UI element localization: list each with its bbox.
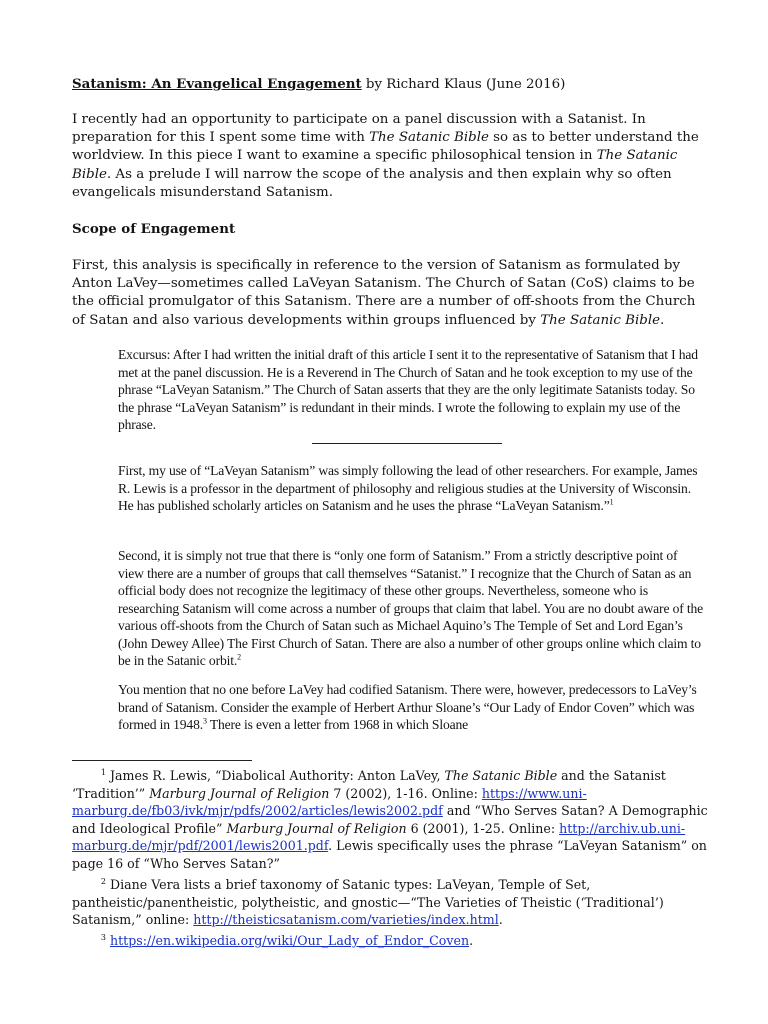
excursus-divider — [312, 443, 502, 444]
footnote-1-italic-1: The Satanic Bible — [444, 768, 558, 783]
scope-text-2: . — [660, 312, 665, 328]
footnote-1-link-2[interactable]: http://archiv.ub.uni-marburg.de/mjr/pdf/2001/lewis2001.pdf — [72, 820, 686, 854]
excursus-paragraph-3 — [118, 681, 704, 734]
excursus-text-2: Second, it is simply not true that there is “only one form of Satanism.” From a strictly descriptive point of view there are a number of groups that call themselves “Satanist.” I recognize that the Church of Satan as an official body does not recognize the legitimacy of these other groups. Nevertheless, someone who is researching Satanism will come across a number of groups that claim that label. You are no doubt aware of the various off-shoots from the Church of Satan such as Michael Aquino’s The Temple of Set and Lord Egan’s (John Dewey Allee) The First Church of Satan. There are also a number of other groups online which claim to be in the Satanic orbit. — [118, 548, 704, 668]
footnote-1-text-1: James R. Lewis, “Diabolical Authority: Anton LaVey, — [110, 768, 445, 783]
footnote-1-text-4: and “Who Serves Satan? A Demographic and Ideological Profile” — [72, 803, 708, 836]
footnote-1-text-2: and the Satanist ‘Tradition’” — [72, 768, 666, 801]
intro-book-title-1: The Satanic Bible — [369, 130, 489, 146]
intro-text-1: I recently had an opportunity to participate on a panel discussion with a Satanist. In preparation for this I spent some time with — [72, 112, 646, 146]
document-title — [72, 75, 700, 94]
footnote-3-text: . — [469, 933, 474, 948]
excursus-paragraph-1 — [118, 462, 704, 515]
excursus-text-3b: There is even a letter from 1968 in which Sloane — [206, 717, 469, 732]
title-main: Satanism: An Evangelical Engagement — [72, 76, 362, 92]
footnote-1-text-3: 7 (2002), 1-16. Online: — [329, 785, 482, 801]
footnote-ref-3: 3 — [202, 716, 207, 726]
footnote-1-text-5: 6 (2001), 1-25. Online: — [406, 820, 560, 836]
title-byline: by Richard Klaus (June 2016) — [361, 77, 566, 92]
footnote-2-link[interactable]: http://theisticsatanism.com/varieties/index.html — [193, 912, 499, 928]
excursus-paragraph-2 — [118, 547, 704, 670]
footnote-1-text-6: . Lewis specifically uses the phrase “LaVeyan Satanism” on page 16 of “Who Serves Satan?” — [72, 838, 707, 871]
footnote-2: $^2$ Diane Vera lists a brief taxonomy of Satanic types: LaVeyan, Temple of Set, pantheistic/panentheistic, polytheistic, and gnostic—“The Varieties of Theistic (‘Traditional’) Satanism,” online: http://theisticsatanism.com/varieties/index.html. — [72, 876, 664, 928]
footnote-separator — [72, 760, 252, 761]
footnote-1-italic-2: Marburg Journal of Religion — [149, 785, 330, 801]
footnote-3-link[interactable]: https://en.wikipedia.org/wiki/Our_Lady_of_Endor_Coven — [110, 933, 470, 948]
excursus-intro: Excursus: After I had written the initial draft of this article I sent it to the representative of Satanism that I had met at the panel discussion. He is a Reverend in The Church of Satan and he took exception to my use of the phrase “LaVeyan Satanism.” The Church of Satan asserts that they are the only legitimate Satanists today. So the phrase “LaVeyan Satanism” is redundant in their minds. I wrote the following to explain my use of the phrase. — [118, 347, 698, 432]
footnote-2-text-1: Diane Vera lists a brief taxonomy of Satanic types: LaVeyan, Temple of Set, pantheistic/panentheistic, polytheistic, and gnostic—“The Varieties of Theistic (‘Traditional’) Satanism,” online: — [72, 877, 664, 928]
excursus-text-3a: You mention that no one before LaVey had codified Satanism. There were, however, predecessors to LaVey’s brand of Satanism. Consider the example of Herbert Arthur Sloane’s “Our Lady of Endor Coven” which was formed in 1948. — [118, 682, 697, 732]
footnote-ref-1: 1 — [609, 497, 614, 507]
footnote-ref-2: 2 — [237, 652, 241, 662]
footnote-1: $^1$ James R. Lewis, “Diabolical Authority: Anton LaVey, The Satanic Bible and the Satanist ‘Tradition’” Marburg Journal of Religion 7 (2002), 1-16. Online: https://www.uni-marburg.de/fb03/ivk/mjr/pdfs/2002/articles/lewis2002.pdf and “Who Serves Satan? A Demographic and Ideological Profile” Marburg Journal of Religion 6 (2001), 1-25. Online: http://archiv.ub.uni-marburg.de/mjr/pdf/2001/lewis2001.pdf. Lewis specifically uses the phrase “LaVeyan Satanism” on page 16 of “Who Serves Satan?” — [72, 767, 708, 871]
scope-text-1: First, this analysis is specifically in reference to the version of Satanism as formulated by Anton LaVey—sometimes called LaVeyan Satanism. The Church of Satan (CoS) claims to be the official promulgator of this Satanism. There are a number of off-shoots from the Church of Satan and also various developments within groups influenced by — [72, 258, 696, 328]
footnote-2-text-2: . — [498, 912, 503, 928]
footnote-1-link-1[interactable]: https://www.uni-marburg.de/fb03/ivk/mjr/pdfs/2002/articles/lewis2002.pdf — [72, 785, 587, 819]
intro-book-title-2: The Satanic Bible — [72, 148, 678, 182]
scope-book-title: The Satanic Bible — [540, 312, 661, 328]
intro-text-2: so as to better understand the worldview. In this piece I want to examine a specific philosophical tension in — [72, 130, 699, 164]
scope-heading: Scope of Engagement — [72, 221, 236, 237]
footnote-3: $^3$ https://en.wikipedia.org/wiki/Our_Lady_of_Endor_Coven. — [100, 932, 474, 948]
intro-paragraph — [72, 111, 700, 202]
footnote-1-italic-3: Marburg Journal of Religion — [226, 820, 407, 836]
intro-text-3: . As a prelude I will narrow the scope of the analysis and then explain why so often evangelicals misunderstand Satanism. — [72, 166, 672, 200]
excursus-text-1: First, my use of “LaVeyan Satanism” was simply following the lead of other researchers. For example, James R. Lewis is a professor in the department of philosophy and religious studies at the University of Wisconsin. He has published scholarly articles on Satanism and he uses the phrase “LaVeyan Satanism.” — [118, 463, 698, 513]
scope-paragraph — [72, 257, 700, 330]
